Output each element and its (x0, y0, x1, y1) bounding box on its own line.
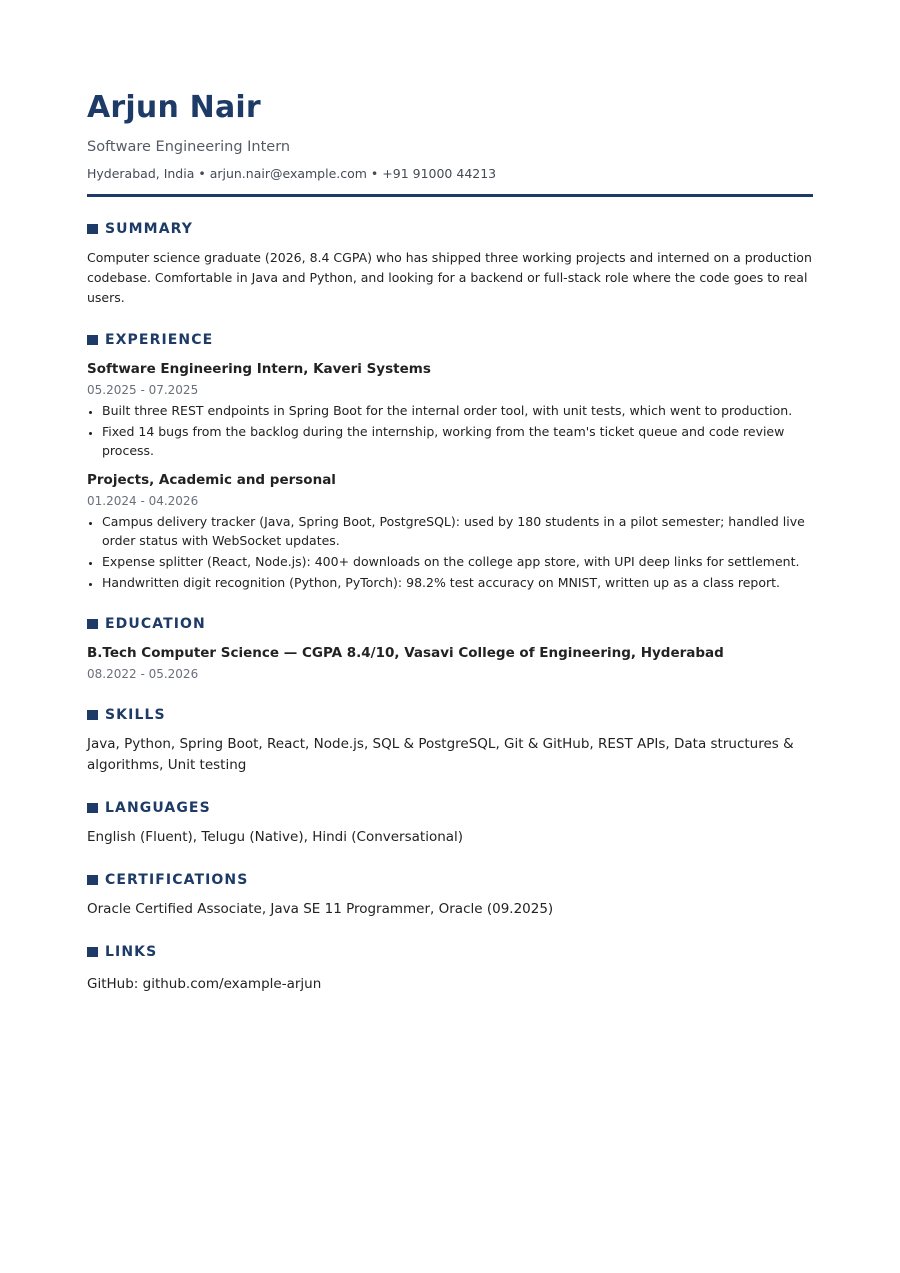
links-section (87, 942, 813, 995)
section-square-icon (87, 947, 98, 957)
certifications-text: Oracle Certified Associate, Java SE 11 Programmer, Oracle (09.2025) (87, 901, 554, 917)
summary-text: Computer science graduate (2026, 8.4 CGPA) who has shipped three working projects and interned on a production codebase. Comfortable in Java and Python, and looking for a backend or full-stack role where the code goes to real users. (87, 250, 812, 305)
languages-text: English (Fluent), Telugu (Native), Hindi (Conversational) (87, 829, 464, 845)
header-divider (87, 194, 813, 197)
section-square-icon (87, 710, 98, 720)
section-heading (87, 942, 813, 962)
job-bullets (87, 401, 813, 460)
experience-entry (87, 470, 813, 592)
resume-content (87, 88, 813, 995)
section-heading (87, 330, 813, 350)
contact-line: Hyderabad, India • arjun.nair@example.com • +91 91000 44213 (87, 166, 497, 181)
summary-section (87, 219, 813, 308)
job-bullets (87, 512, 813, 592)
candidate-role: Software Engineering Intern (87, 139, 291, 155)
experience-entry (87, 359, 813, 460)
job-title: Software Engineering Intern, Kaveri Systems (87, 361, 431, 377)
section-square-icon (87, 335, 98, 345)
section-heading (87, 219, 813, 239)
education-title: EDUCATION (105, 616, 206, 632)
section-square-icon (87, 224, 98, 234)
section-heading (87, 614, 813, 634)
certifications-title: CERTIFICATIONS (105, 872, 249, 888)
github-link[interactable]: GitHub: github.com/example-arjun (87, 976, 322, 992)
education-section (87, 614, 813, 683)
job-bullet: • Expense splitter (React, Node.js): 400+ downloads on the college app store, with UPI deep links for settlement. (102, 552, 813, 571)
skills-section (87, 705, 813, 776)
job-bullet: • Handwritten digit recognition (Python, PyTorch): 98.2% test accuracy on MNIST, written up as a class report. (102, 573, 813, 592)
section-heading (87, 870, 813, 890)
section-square-icon (87, 619, 98, 629)
experience-section (87, 330, 813, 592)
section-heading (87, 705, 813, 725)
degree-line: B.Tech Computer Science — CGPA 8.4/10, Vasavi College of Engineering, Hyderabad (87, 645, 724, 661)
skills-text: Java, Python, Spring Boot, React, Node.js, SQL & PostgreSQL, Git & GitHub, REST APIs, Data structures & algorithms, Unit testing (87, 736, 794, 773)
languages-title: LANGUAGES (105, 800, 211, 816)
languages-section (87, 798, 813, 848)
job-dates: 05.2025 - 07.2025 (87, 383, 199, 397)
job-bullet: • Campus delivery tracker (Java, Spring Boot, PostgreSQL): used by 180 students in a pilot semester; handled live order status with WebSocket updates. (102, 512, 813, 550)
section-square-icon (87, 803, 98, 813)
job-title: Projects, Academic and personal (87, 472, 336, 488)
section-square-icon (87, 875, 98, 885)
links-title: LINKS (105, 944, 158, 960)
candidate-name: Arjun Nair (87, 90, 261, 125)
education-dates: 08.2022 - 05.2026 (87, 667, 199, 681)
section-heading (87, 798, 813, 818)
experience-title: EXPERIENCE (105, 332, 214, 348)
skills-title: SKILLS (105, 707, 166, 723)
job-dates: 01.2024 - 04.2026 (87, 494, 199, 508)
certifications-section (87, 870, 813, 920)
summary-title: SUMMARY (105, 221, 194, 237)
job-bullet: • Fixed 14 bugs from the backlog during the internship, working from the team's ticket queue and code review process. (102, 422, 813, 460)
job-bullet: • Built three REST endpoints in Spring Boot for the internal order tool, with unit tests, which went to production. (102, 401, 813, 420)
